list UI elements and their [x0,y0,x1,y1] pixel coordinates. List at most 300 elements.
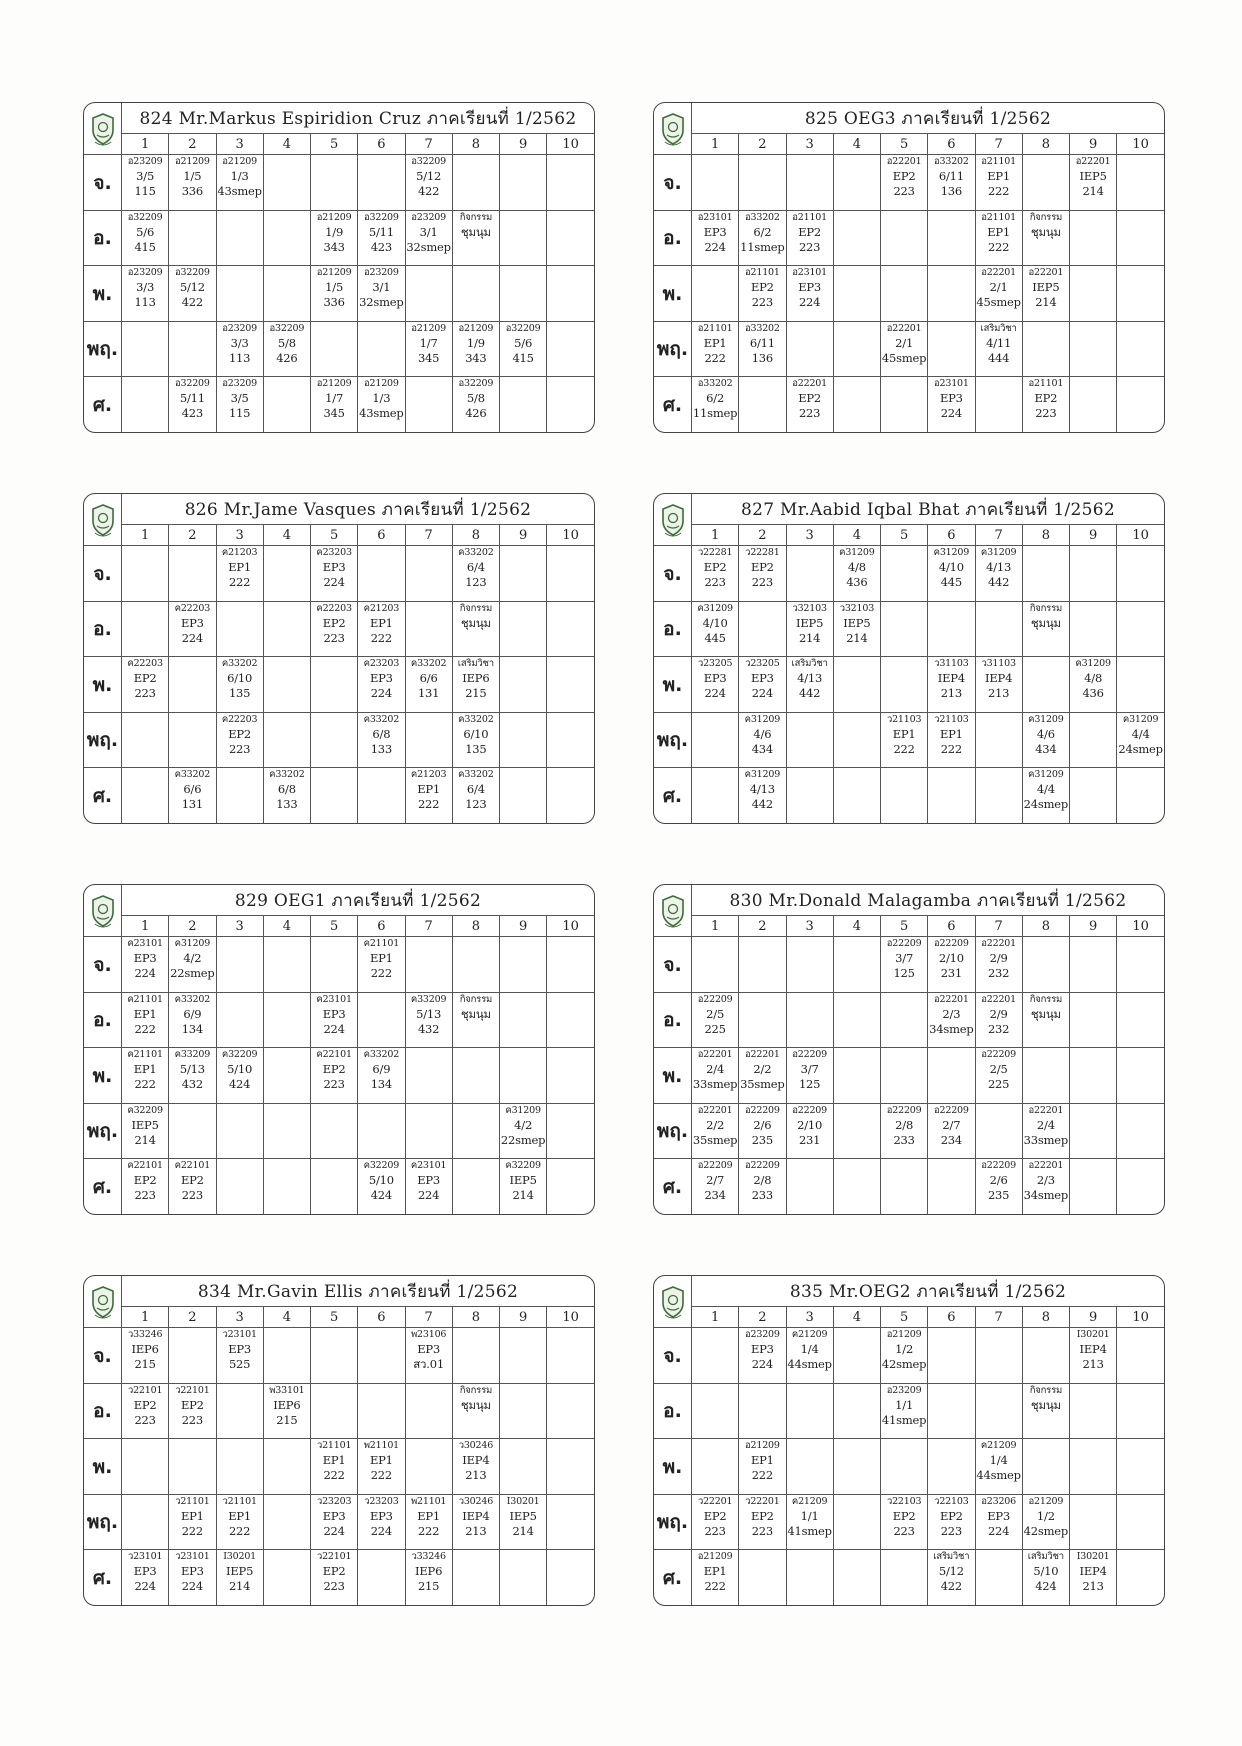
schedule-cell [452,1494,499,1550]
class-group: EP3 [417,1342,441,1357]
subject-code: อ22201 [981,267,1016,279]
subject-code: กิจกรรม [459,993,493,1005]
room-number: 223 [893,184,915,199]
day-row [84,155,594,211]
subject-code: ค21209 [791,1495,828,1507]
day-row [654,1328,1164,1384]
title-row [84,1276,594,1307]
day-row [654,601,1164,657]
day-label: พฤ. [654,1494,692,1550]
class-group: 4/2 [514,1117,533,1132]
subject-code: ค22203 [221,713,258,725]
schedule-cell [833,1048,880,1104]
subject-code: อ22201 [1028,267,1064,279]
schedule-cell [739,155,786,211]
room-number: 422 [940,1579,963,1594]
class-group: 4/4 [1036,782,1055,797]
timetable-grid [654,494,1164,823]
schedule-cell [358,992,405,1048]
day-row [84,937,594,993]
table-title: 834 Mr.Gavin Ellis ภาคเรียนที่ 1/2562 [122,1276,595,1307]
room-number: 223 [228,741,251,756]
schedule-cell [692,601,739,657]
subject-code: ค32209 [221,1049,258,1061]
schedule-cell [739,992,786,1048]
class-group: ชุมนุม [460,1006,491,1021]
schedule-cell [786,712,833,768]
schedule-cell [452,937,499,993]
schedule-cell [928,266,975,322]
room-number: 11smep [692,406,738,421]
schedule-cell [786,1048,833,1104]
class-group: 2/3 [942,1006,961,1021]
day-label: ศ. [654,1159,692,1214]
subject-code: อ22201 [1075,156,1111,168]
subject-code: อ21209 [364,378,399,390]
schedule-cell [881,1439,928,1495]
day-label: พฤ. [654,321,692,377]
school-crest-logo [654,494,692,546]
room-number: 222 [893,741,915,756]
day-row [84,1328,594,1384]
title-row [654,885,1164,916]
period-number: 6 [358,525,405,546]
room-number: 223 [181,1188,204,1203]
class-group: EP1 [180,1508,204,1523]
schedule-cell [975,1328,1022,1384]
room-number: 115 [134,184,156,199]
subject-code: ว33246 [411,1551,446,1563]
subject-code: ค33202 [269,769,305,781]
class-group: 3/7 [800,1062,819,1077]
schedule-cell [500,1494,547,1550]
day-row [654,155,1164,211]
day-row [84,1550,594,1605]
subject-code: ว23203 [316,1495,352,1507]
schedule-cell [833,321,880,377]
room-number: 223 [134,1188,156,1203]
period-number: 8 [452,134,499,155]
class-group: 6/10 [463,726,489,741]
schedule-cell [881,377,928,432]
room-number: 222 [417,797,440,812]
subject-code: ค33209 [174,1049,211,1061]
subject-code: ว22201 [745,1495,780,1507]
schedule-cell [405,712,452,768]
room-number: 222 [370,630,393,645]
subject-code: อ22209 [981,1160,1016,1172]
schedule-cell [692,1159,739,1214]
room-number: 231 [798,1132,821,1147]
schedule-cell [881,321,928,377]
day-label: พ. [654,1048,692,1104]
subject-code: อ22201 [934,993,969,1005]
class-group: 2/7 [942,1117,961,1132]
schedule-cell [833,712,880,768]
crest-icon [90,1285,116,1319]
room-number: 214 [134,1132,156,1147]
schedule-cell [405,1048,452,1104]
class-group: 5/11 [179,391,205,406]
schedule-cell [547,1383,594,1439]
class-group: 2/3 [1036,1173,1055,1188]
schedule-cell [692,937,739,993]
room-number: 224 [323,1021,345,1036]
schedule-cell [881,1103,928,1159]
subject-code: อ21101 [1028,378,1064,390]
class-group: EP3 [369,671,393,686]
schedule-cell [547,937,594,993]
schedule-cell [1117,266,1164,322]
subject-code: อ32209 [269,322,305,334]
schedule-cell [739,601,786,657]
subject-code: อ22209 [934,938,969,950]
day-label: อ. [654,992,692,1048]
timetable-card [653,102,1165,433]
schedule-cell [405,377,452,432]
period-number: 1 [122,916,169,937]
period-number: 3 [786,916,833,937]
class-group: ชุมนุม [460,1397,491,1412]
timetable-card [653,1275,1165,1606]
schedule-cell [786,266,833,322]
schedule-cell [452,210,499,266]
period-number: 6 [358,916,405,937]
period-number: 9 [500,1307,547,1328]
day-row [84,1159,594,1214]
subject-code: ค33202 [174,993,211,1005]
schedule-cell [547,1494,594,1550]
class-group: EP2 [703,560,727,575]
room-number: สว.01 [413,1357,444,1372]
schedule-cell [928,1103,975,1159]
subject-code: ค33202 [221,658,258,670]
schedule-cell [358,601,405,657]
class-group: EP1 [703,335,727,350]
subject-code: อ21101 [981,156,1016,168]
subject-code: ค33209 [410,993,447,1005]
subject-code: ค31209 [174,938,211,950]
class-group: 1/9 [325,224,344,239]
schedule-cell [1070,1439,1117,1495]
class-group: 6/11 [749,335,775,350]
class-group: 4/2 [183,951,202,966]
schedule-cell [833,657,880,713]
schedule-cell [1022,768,1069,823]
schedule-cell [786,992,833,1048]
period-number: 1 [122,1307,169,1328]
schedule-cell [881,1159,928,1214]
room-number: 214 [798,630,821,645]
day-row [654,992,1164,1048]
schedule-cell [739,1439,786,1495]
timetable-grid [84,103,594,432]
schedule-cell [975,266,1022,322]
schedule-cell [500,1103,547,1159]
class-group: EP1 [939,726,963,741]
title-row [84,103,594,134]
schedule-cell [500,712,547,768]
schedule-cell [216,1328,263,1384]
schedule-cell [1070,712,1117,768]
schedule-cell [358,657,405,713]
room-number: 223 [798,406,821,421]
period-number: 10 [547,1307,594,1328]
schedule-cell [311,768,358,823]
schedule-cell [405,1494,452,1550]
class-group: IEP4 [1079,1342,1107,1357]
room-number: 214 [512,1523,534,1538]
subject-code: อ21209 [316,211,352,223]
schedule-cell [122,657,169,713]
title-row [654,1276,1164,1307]
schedule-cell [547,266,594,322]
schedule-cell [833,601,880,657]
class-group: EP3 [417,1173,441,1188]
schedule-cell [739,1328,786,1384]
schedule-cell [547,1159,594,1214]
schedule-cell [692,546,739,602]
class-group: EP2 [703,1508,727,1523]
class-group: EP3 [180,1564,204,1579]
day-row [654,210,1164,266]
schedule-cell [405,1159,452,1214]
class-group: 5/10 [368,1173,394,1188]
day-row [84,1383,594,1439]
schedule-cell [881,657,928,713]
room-number: 41smep [881,1412,927,1427]
class-group: EP3 [322,1508,346,1523]
day-row [84,768,594,823]
class-group: 1/7 [325,391,344,406]
class-group: 3/1 [372,280,391,295]
subject-code: ค23101 [316,993,352,1005]
class-group: 2/4 [706,1062,725,1077]
day-label: พฤ. [84,712,122,768]
subject-code: อ23209 [127,267,163,279]
class-group: 2/6 [989,1173,1008,1188]
day-row [84,657,594,713]
timetable-grid [654,885,1164,1214]
schedule-cell [1070,1159,1117,1214]
room-number: 345 [417,350,440,365]
schedule-cell [169,1328,216,1384]
subject-code: ว31103 [981,658,1016,670]
room-number: 426 [465,406,487,421]
room-number: 415 [134,239,156,254]
class-group: EP1 [892,726,916,741]
schedule-cell [1117,155,1164,211]
class-group: 6/11 [938,169,964,184]
schedule-cell [169,546,216,602]
room-number: 223 [134,686,156,701]
schedule-cell [169,1159,216,1214]
schedule-cell [358,1494,405,1550]
room-number: 415 [512,350,534,365]
schedule-cell [1022,601,1069,657]
day-row [654,377,1164,432]
period-number: 5 [311,1307,358,1328]
school-crest-logo [654,1276,692,1328]
schedule-cell [833,546,880,602]
timetable-grid [84,885,594,1214]
schedule-cell [263,377,310,432]
room-number: 224 [323,1523,345,1538]
class-group: EP3 [369,1508,393,1523]
schedule-cell [500,768,547,823]
schedule-cell [1117,1383,1164,1439]
room-number: 224 [751,686,774,701]
class-group: 6/2 [753,224,772,239]
schedule-cell [263,657,310,713]
schedule-cell [169,1494,216,1550]
subject-code: I30201 [223,1551,257,1563]
period-number: 7 [405,916,452,937]
room-number: 234 [704,1188,726,1203]
period-header-row [654,916,1164,937]
schedule-cell [786,1103,833,1159]
subject-code: ว22281 [697,547,733,559]
room-number: 224 [134,1579,156,1594]
class-group: 3/3 [230,335,249,350]
subject-code: ว32103 [839,602,875,614]
period-number: 10 [547,525,594,546]
period-number: 10 [1117,134,1164,155]
schedule-cell [975,1383,1022,1439]
schedule-cell [405,992,452,1048]
class-group: EP3 [798,280,822,295]
schedule-cell [1022,1328,1069,1384]
room-number: 222 [751,1468,774,1483]
subject-code: อ22201 [697,1104,733,1116]
room-number: 223 [798,239,821,254]
room-number: 33smep [692,1077,738,1092]
room-number: 42smep [881,1357,927,1372]
schedule-cell [169,992,216,1048]
period-number: 7 [975,525,1022,546]
class-group: 6/8 [277,782,296,797]
schedule-cell [833,937,880,993]
class-group: EP2 [939,1508,963,1523]
day-label: พฤ. [654,1103,692,1159]
period-number: 4 [263,916,310,937]
schedule-cell [263,546,310,602]
schedule-cell [1070,657,1117,713]
class-group: EP1 [369,1453,393,1468]
schedule-cell [786,657,833,713]
room-number: 224 [323,575,345,590]
class-group: IEP5 [1032,280,1060,295]
day-row [84,601,594,657]
room-number: 235 [987,1188,1010,1203]
room-number: 123 [465,797,487,812]
schedule-cell [928,377,975,432]
schedule-cell [975,546,1022,602]
schedule-cell [1070,1328,1117,1384]
schedule-cell [692,1328,739,1384]
schedule-cell [122,546,169,602]
day-row [654,1494,1164,1550]
timetable-grid [84,494,594,823]
period-number: 3 [786,134,833,155]
schedule-cell [739,1159,786,1214]
day-row [84,1103,594,1159]
subject-code: ว23205 [697,658,733,670]
subject-code: ค21203 [363,602,400,614]
subject-code: ค23203 [363,658,400,670]
schedule-cell [311,321,358,377]
schedule-cell [311,1439,358,1495]
schedule-cell [786,768,833,823]
subject-code: ว33246 [127,1329,163,1341]
schedule-cell [739,321,786,377]
schedule-cell [692,768,739,823]
room-number: 224 [751,1357,774,1372]
schedule-cell [739,210,786,266]
schedule-cell [216,1048,263,1104]
class-group: 3/5 [230,391,249,406]
schedule-cell [739,546,786,602]
schedule-cell [452,321,499,377]
day-label: จ. [84,155,122,211]
schedule-cell [928,321,975,377]
class-group: EP2 [133,671,157,686]
subject-code: ว23205 [745,658,780,670]
schedule-cell [1070,768,1117,823]
day-row [84,1494,594,1550]
schedule-cell [311,155,358,211]
subject-code: พ33101 [269,1384,305,1396]
subject-code: อ32209 [505,322,541,334]
period-number: 8 [1022,525,1069,546]
class-group: EP3 [703,671,727,686]
crest-icon [660,503,686,537]
subject-code: ค31209 [505,1104,541,1116]
class-group: IEP6 [415,1564,443,1579]
day-row [84,210,594,266]
period-number: 10 [547,916,594,937]
subject-code: กิจกรรม [1029,993,1063,1005]
room-number: 445 [704,630,726,645]
schedule-cell [739,768,786,823]
schedule-cell [216,321,263,377]
room-number: 214 [512,1188,534,1203]
subject-code: ค21209 [791,1329,828,1341]
schedule-cell [263,1383,310,1439]
subject-code: พ23106 [410,1329,447,1341]
schedule-cell [786,377,833,432]
schedule-cell [547,1439,594,1495]
period-number: 8 [1022,1307,1069,1328]
class-group: EP2 [750,1508,774,1523]
period-number: 3 [216,525,263,546]
schedule-cell [500,321,547,377]
schedule-cell [405,546,452,602]
subject-code: อ23206 [981,1495,1016,1507]
schedule-cell [169,768,216,823]
day-label: จ. [654,546,692,602]
schedule-cell [786,321,833,377]
schedule-cell [169,937,216,993]
schedule-cell [216,210,263,266]
schedule-cell [547,1550,594,1605]
room-number: 436 [1082,686,1104,701]
schedule-cell [358,768,405,823]
subject-code: ค31209 [744,713,781,725]
schedule-cell [547,992,594,1048]
class-group: 4/13 [986,560,1012,575]
room-number: 223 [751,575,774,590]
